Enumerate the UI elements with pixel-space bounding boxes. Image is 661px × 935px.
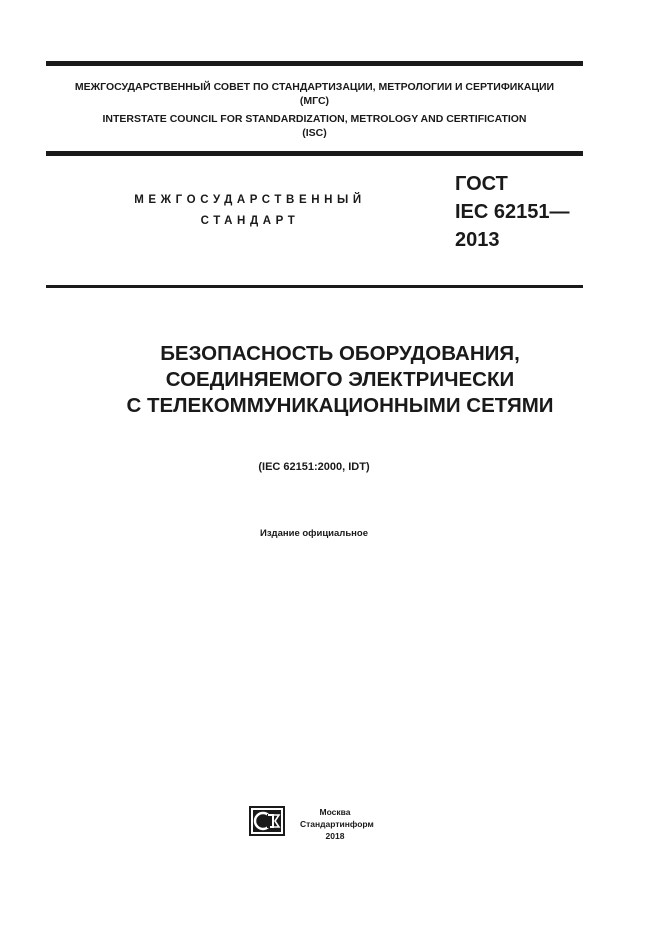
title-line2: СОЕДИНЯЕМОГО ЭЛЕКТРИЧЕСКИ: [165, 368, 515, 391]
standartinform-logo-icon: [249, 806, 285, 836]
council-en-name: INTERSTATE COUNCIL FOR STANDARDIZATION, METROLOGY AND CERTIFICATION: [102, 113, 527, 125]
standard-type-line1: МЕЖГОСУДАРСТВЕННЫЙ: [134, 194, 366, 206]
iec-reference: (IEC 62151:2000, IDT): [258, 461, 370, 473]
publisher-year: 2018: [325, 831, 345, 841]
council-en-block: [46, 112, 583, 140]
edition-label: Издание официальное: [260, 528, 368, 539]
publisher-block: [300, 806, 374, 842]
top-divider: [46, 61, 583, 66]
middle-divider: [46, 151, 583, 156]
standard-type-line2: СТАНДАРТ: [200, 215, 300, 227]
designation-line2: IEC 62151—: [455, 201, 570, 223]
standard-designation: [455, 170, 570, 254]
council-ru-abbr: (МГС): [299, 95, 330, 107]
council-ru-block: [46, 80, 583, 108]
title-line3: С ТЕЛЕКОММУНИКАЦИОННЫМИ СЕТЯМИ: [126, 394, 554, 417]
designation-line1: ГОСТ: [455, 173, 508, 195]
publisher-name: Стандартинформ: [300, 819, 374, 829]
title-line1: БЕЗОПАСНОСТЬ ОБОРУДОВАНИЯ,: [160, 342, 520, 365]
council-ru-name: МЕЖГОСУДАРСТВЕННЫЙ СОВЕТ ПО СТАНДАРТИЗАЦИИ, МЕТРОЛОГИИ И СЕРТИФИКАЦИИ: [74, 81, 555, 93]
publisher-city: Москва: [319, 807, 351, 817]
lower-divider: [46, 285, 583, 288]
council-en-abbr: (ISC): [302, 127, 327, 139]
document-title: [40, 341, 640, 419]
designation-line3: 2013: [455, 229, 500, 251]
